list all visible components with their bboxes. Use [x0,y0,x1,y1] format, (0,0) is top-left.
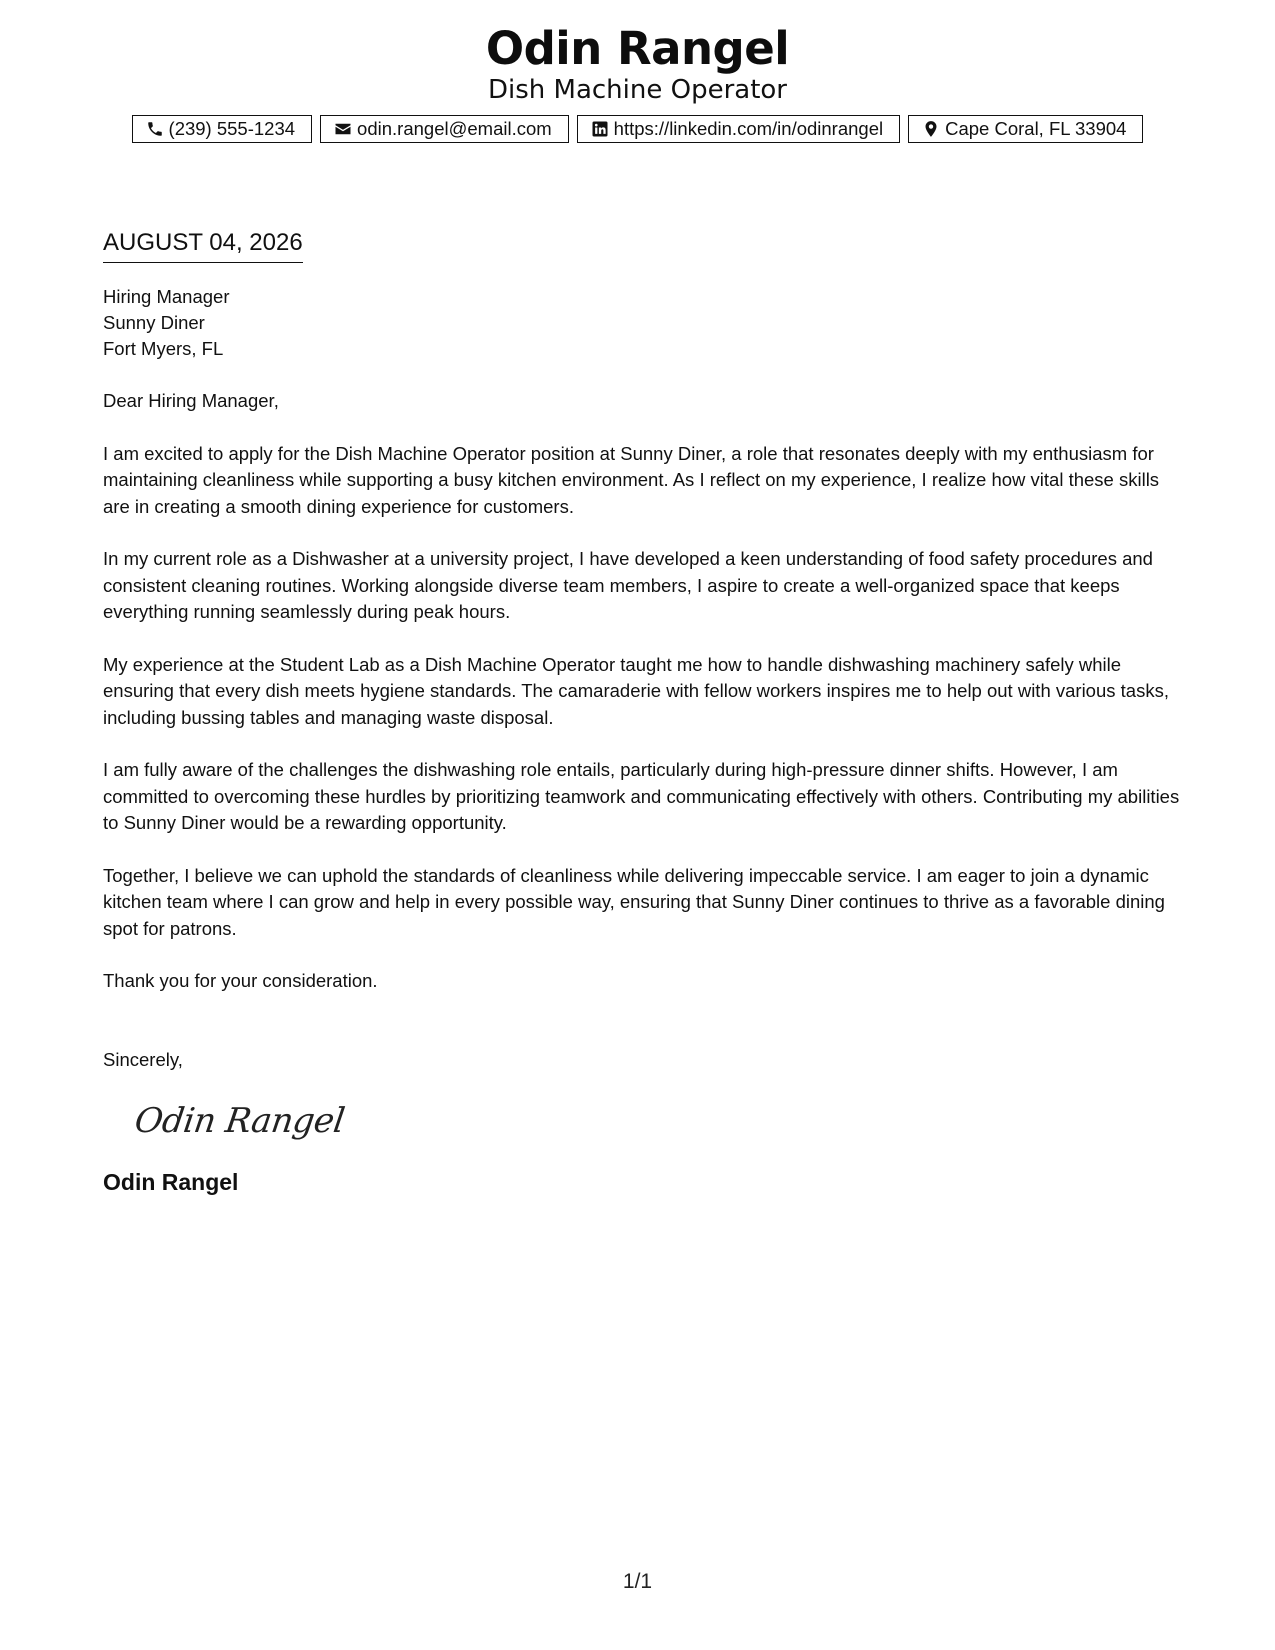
contact-text: (239) 555-1234 [168,118,296,139]
contact-location [908,115,1143,143]
applicant-name: Odin Rangel [485,22,790,75]
recipient-line: Hiring Manager [103,286,230,307]
signer-name: Odin Rangel [103,1169,239,1195]
body-paragraph: I am excited to apply for the Dish Machine Operator position at Sunny Diner, a role that resonates deeply with my enthusiasm for maintaining cleanliness while supporting a busy kitchen environment. As I reflect on my experience, I realize how vital these skills are in creating a smooth dining experience for customers. [103,442,1160,517]
body-paragraph: Together, I believe we can uphold the standards of cleanliness while delivering impeccable service. I am eager to join a dynamic kitchen team where I can grow and help in every possible way, ensuring that Sunny Diner continues to thrive as a favorable dining spot for patrons. [103,864,1165,939]
contact-phone[interactable] [132,115,313,143]
letter-header [0,20,1275,143]
recipient-block [103,284,1183,362]
body-paragraph: In my current role as a Dishwasher at a university project, I have developed a keen understanding of food safety procedures and consistent cleaning routines. Working alongside diverse team members, I aspire to create a well-organized space that keeps everything running seamlessly during peak hours. [103,548,1153,622]
letter-date: AUGUST 04, 2026 [103,228,303,263]
body-paragraph: I am fully aware of the challenges the dishwashing role entails, particularly during high-pressure dinner shifts. However, I am committed to overcoming these hurdles by prioritizing teamwork and communicating effectively with others. Contributing my abilities to Sunny Diner would be a rewarding opportunity. [103,759,1180,833]
thank-you-line: Thank you for your consideration. [103,970,378,991]
contact-bar [0,115,1275,143]
handwritten-signature: Odin Rangel [132,1101,347,1141]
body-paragraph: My experience at the Student Lab as a Dish Machine Operator taught me how to handle dishwashing machinery safely while ensuring that every dish meets hygiene standards. The camaraderie with fellow workers inspires me to help out with various tasks, including bussing tables and managing waste disposal. [103,653,1169,728]
location-pin-icon [922,120,940,138]
page-number: 1/1 [622,1570,653,1593]
phone-icon [146,120,164,138]
contact-email[interactable] [320,115,569,143]
job-title: Dish Machine Operator [487,75,787,105]
salutation: Dear Hiring Manager, [103,390,279,411]
envelope-icon [334,120,352,138]
closing: Sincerely, [103,1048,183,1070]
contact-text: https://linkedin.com/in/odinrangel [613,118,884,139]
letter-body [103,228,1183,1197]
recipient-line: Sunny Diner [103,312,205,333]
contact-text: Cape Coral, FL 33904 [945,118,1127,139]
contact-linkedin[interactable] [577,115,900,143]
contact-text: odin.rangel@email.com [357,118,552,139]
linkedin-icon [591,120,609,138]
recipient-line: Fort Myers, FL [103,338,224,359]
